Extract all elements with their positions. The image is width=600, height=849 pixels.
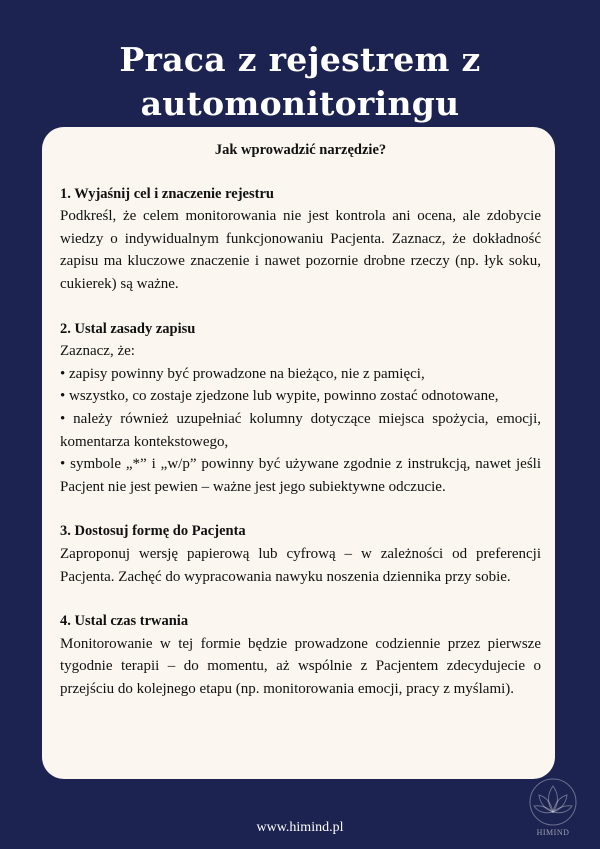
lotus-icon [528, 776, 578, 828]
section-body: Zaproponuj wersję papierową lub cyfrową – w zależności od preferencji Pacjenta. Zachęć do wypracowania nawyku noszenia dziennika przy sobie. [60, 545, 541, 585]
card-subtitle: Jak wprowadzić narzędzie? [214, 142, 387, 158]
section-body: Podkreśl, że celem monitorowania nie jest kontrola ani ocena, ale zdobycie wiedzy o indywidualnym funkcjonowaniu Pacjenta. Zaznacz, że dokładność zapisu ma kluczowe znaczenie i nawet pozornie drobne rzeczy (np. łyk soku, cukierek) są ważne. [60, 208, 541, 292]
page-title-line-1: Praca z rejestrem z [119, 40, 481, 79]
content-card [42, 127, 555, 779]
section-recording-rules [60, 318, 541, 499]
page-title [0, 38, 600, 126]
section-heading: 1. Wyjaśnij cel i znaczenie rejestru [60, 185, 274, 202]
list-item: • zapisy powinny być prowadzone na bieżąco, nie z pamięci, [60, 365, 425, 382]
section-heading: 2. Ustal zasady zapisu [60, 320, 196, 337]
list-item: • należy również uzupełniać kolumny dotyczące miejsca spożycia, emocji, komentarza kontekstowego, [60, 410, 541, 450]
section-heading: 3. Dostosuj formę do Pacjenta [60, 523, 246, 540]
section-adapt-form [60, 520, 541, 588]
section-heading: 4. Ustal czas trwania [60, 613, 189, 630]
list-item: • symbole „*” i „w/p” powinny być używane zgodnie z instrukcją, nawet jeśli Pacjent nie jest pewien – ważne jest jego subiektywne odczucie. [60, 456, 541, 495]
section-explain-purpose [60, 183, 541, 296]
logo-text: HIMIND [536, 828, 570, 837]
website-link[interactable]: www.himind.pl [256, 820, 344, 835]
section-duration [60, 610, 541, 700]
content-card-body [60, 139, 541, 722]
section-intro: Zaznacz, że: [60, 343, 135, 360]
himind-logo [528, 776, 578, 842]
page-title-line-2: automonitoringu [140, 84, 460, 123]
list-item: • wszystko, co zostaje zjedzone lub wypite, powinno zostać odnotowane, [60, 388, 499, 405]
section-body: Monitorowanie w tej formie będzie prowadzone codziennie przez pierwsze tygodnie terapii – do momentu, aż wspólnie z Pacjentem zdecydujecie o przejściu do kolejnego etapu (np. monitorowania emocji, pracy z myślami). [60, 635, 541, 697]
